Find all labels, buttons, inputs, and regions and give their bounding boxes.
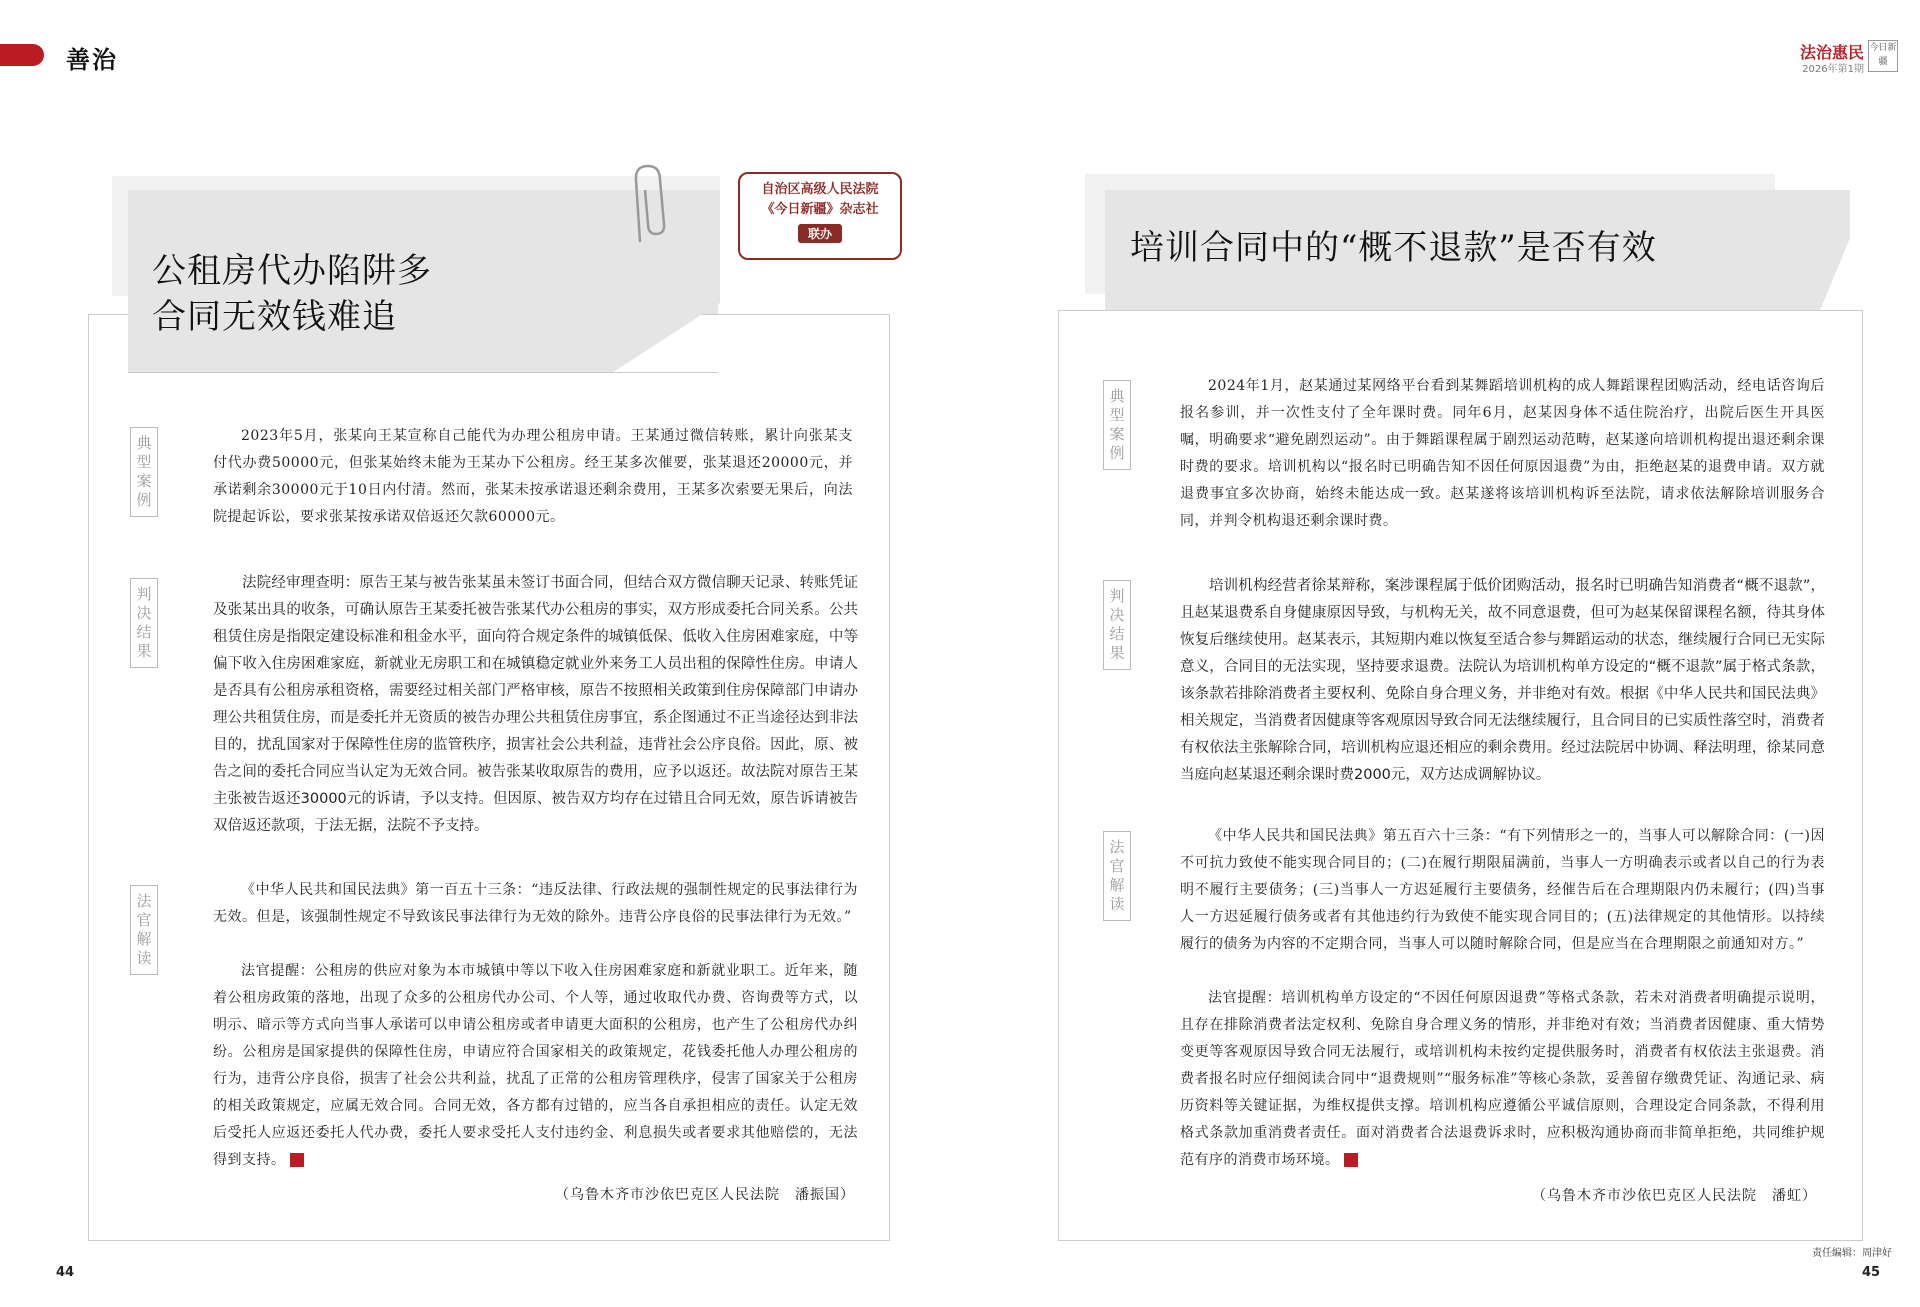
right-judge-advice-text (1180, 985, 1825, 1174)
label-char: 典 (1109, 387, 1125, 405)
label-char: 决 (1109, 606, 1125, 624)
label-char: 果 (1109, 644, 1125, 662)
right-signature: （乌鲁木齐市沙依巴克区人民法院 潘虹） (1532, 1188, 1817, 1204)
magazine-issue: 2026年第1期 (1802, 64, 1864, 75)
left-judge-advice: 法官提醒：公租房的供应对象为本市城镇中等以下收入住房困难家庭和新就业职工。近年来，随着公租房政策的落地，出现了众多的公租房代办公司、个人等，通过收取代办费、咨询费等方式，以明示、暗示等方式向当事人承诺可以申请公租房或者申请更大面积的公租房，也产生了公租房代办纠纷。公租房是国家提供的保障性住房，申请应符合国家相关的政策规定，花钱委托他人办理公租房的行为，违背公序良俗，损害了社会公共利益，扰乱了正常的公租房管理秩序，侵害了国家关于公租房的相关政策规定，应属无效合同。合同无效，各方都有过错的，应当各自承担相应的责任。认定无效后受托人应返还委托人代办费，委托人要求受托人支付违约金、利息损失或者要求其他赔偿的，无法得到支持。 (213, 963, 858, 1168)
section-tag-marker (0, 44, 44, 66)
label-char: 型 (1109, 406, 1125, 424)
left-judge-advice-text (213, 958, 858, 1174)
magazine-logo-text: 今日新疆 (1869, 43, 1897, 67)
label-char: 解 (1109, 876, 1125, 894)
label-char: 读 (136, 949, 152, 967)
left-judge-label (130, 885, 158, 975)
stamp-badge: 联办 (798, 224, 842, 243)
right-judge-advice: 法官提醒：培训机构单方设定的“不因任何原因退费”等格式条款，若未对消费者明确提示说明，且存在排除消费者法定权利、免除自身合理义务的情形，并非绝对有效；当消费者因健康、重大情势变更等客观原因导致合同无法履行，或培训机构未按约定提供服务时，消费者有权依法主张退费。消费者报名时应仔细阅读合同中“退费规则”“服务标准”等核心条款，妥善留存缴费凭证、沟通记录、病历资料等关键证据，为维权提供支撑。培训机构应遵循公平诚信原则，合理设定合同条款，不得利用格式条款加重消费者责任。面对消费者合法退费诉求时，应积极沟通协商而非简单拒绝，共同维护规范有序的消费市场环境。 (1180, 990, 1825, 1168)
left-case-label (130, 427, 158, 517)
left-judge-law-text: 《中华人民共和国民法典》第一百五十三条：“违反法律、行政法规的强制性规定的民事法律行为无效。但是，该强制性规定不导致该民事法律行为无效的除外。违背公序良俗的民事法律行为无效。” (213, 882, 858, 925)
right-judgment-text: 培训机构经营者徐某辩称，案涉课程属于低价团购活动，报名时已明确告知消费者“概不退款”，且赵某退费系自身健康原因导致，与机构无关，故不同意退费，但可为赵某保留课程名额，待其身体恢复后继续使用。赵某表示，其短期内难以恢复至适合参与舞蹈运动的状态，继续履行合同已无实际意义，合同目的无法实现，坚持要求退费。法院认为培训机构单方设定的“概不退款”属于格式条款，该条款若排除消费者主要权利、免除自身合理义务，并非绝对有效。根据《中华人民共和国民法典》相关规定，当消费者因健康等客观原因导致合同无法继续履行，且合同目的已实质性落空时，消费者有权依法主张解除合同，培训机构应退还相应的剩余费用。经过法院居中协调、释法明理，徐某同意当庭向赵某退还剩余课时费2000元，双方达成调解协议。 (1180, 578, 1825, 783)
left-case-text: 2023年5月，张某向王某宣称自己能代为办理公租房申请。王某通过微信转账，累计向张某支付代办费50000元，但张某始终未能为王某办下公租房。经王某多次催要，张某退还20000元，并承诺剩余30000元于10日内付清。然而，张某未按承诺退还剩余费用，王某多次索要无果后，向法院提起诉讼，要求张某按承诺双倍返还欠款60000元。 (213, 428, 853, 525)
label-char: 官 (1109, 857, 1125, 875)
end-mark-icon: J (290, 1153, 304, 1167)
label-char: 读 (1109, 895, 1125, 913)
label-char: 法 (136, 892, 152, 910)
left-page-number: 44 (56, 1265, 75, 1280)
right-judgment-label (1103, 580, 1131, 670)
label-char: 官 (136, 911, 152, 929)
right-case-label (1103, 380, 1131, 470)
right-judge-label (1103, 831, 1131, 921)
end-mark-icon: J (1344, 1153, 1358, 1167)
co-organizer-stamp (738, 172, 902, 260)
left-frame-divider (128, 372, 718, 373)
label-char: 结 (136, 623, 152, 641)
label-char: 结 (1109, 625, 1125, 643)
editor-credit: 责任编辑：周津好 (1812, 1248, 1892, 1259)
label-char: 例 (1109, 444, 1125, 462)
left-article-title (152, 248, 432, 340)
left-signature: （乌鲁木齐市沙依巴克区人民法院 潘振国） (555, 1187, 855, 1203)
right-judge-law-text: 《中华人民共和国民法典》第五百六十三条：“有下列情形之一的，当事人可以解除合同：(一)因不可抗力致使不能实现合同目的；(二)在履行期限届满前，当事人一方明确表示或者以自己的行为表明不履行主要债务；(三)当事人一方迟延履行主要债务，经催告后在合理期限内仍未履行；(四)当事人一方迟延履行债务或者有其他违约行为致使不能实现合同目的；(五)法律规定的其他情形。以持续履行的债务为内容的不定期合同，当事人可以随时解除合同，但是应当在合理期限之前通知对方。” (1180, 828, 1825, 952)
label-char: 例 (136, 491, 152, 509)
label-char: 判 (1109, 587, 1125, 605)
magazine-logo (1868, 40, 1898, 72)
right-page-number: 45 (1862, 1265, 1881, 1280)
right-article-title: 培训合同中的“概不退款”是否有效 (1130, 228, 1657, 268)
left-title-line1: 公租房代办陷阱多 (152, 251, 432, 291)
label-char: 果 (136, 642, 152, 660)
paperclip-icon (628, 162, 672, 246)
label-char: 型 (136, 453, 152, 471)
right-case-text: 2024年1月，赵某通过某网络平台看到某舞蹈培训机构的成人舞蹈课程团购活动，经电话咨询后报名参训，并一次性支付了全年课时费。同年6月，赵某因身体不适住院治疗，出院后医生开具医嘱，明确要求“避免剧烈运动”。由于舞蹈课程属于剧烈运动范畴，赵某遂向培训机构提出退还剩余课时费的要求。培训机构以“报名时已明确告知不因任何原因退费”为由，拒绝赵某的退费申请。双方就退费事宜多次协商，始终未能达成一致。赵某遂将该培训机构诉至法院，请求依法解除培训服务合同，并判令机构退还剩余课时费。 (1180, 378, 1825, 529)
label-char: 决 (136, 604, 152, 622)
stamp-line1: 自治区高级人民法院 (761, 182, 879, 197)
left-judgment-label (130, 578, 158, 668)
stamp-line2: 《今日新疆》杂志社 (761, 202, 879, 217)
label-char: 法 (1109, 838, 1125, 856)
left-judgment-text: 法院经审理查明：原告王某与被告张某虽未签订书面合同，但结合双方微信聊天记录、转账凭证及张某出具的收条，可确认原告王某委托被告张某代办公租房的事实，双方形成委托合同关系。公共租赁住房是指限定建设标准和租金水平，面向符合规定条件的城镇低保、低收入住房困难家庭，中等偏下收入住房困难家庭，新就业无房职工和在城镇稳定就业外来务工人员出租的保障性住房。申请人是否具有公租房承租资格，需要经过相关部门严格审核，原告不按照相关政策到住房保障部门申请办理公共租赁住房，而是委托并无资质的被告办理公共租赁住房事宜，系企图通过不正当途径达到非法目的，扰乱国家对于保障性住房的监管秩序，损害社会公共利益，违背社会公序良俗。因此，原、被告之间的委托合同应当认定为无效合同。被告张某收取原告的费用，应予以返还。故法院对原告王某主张被告返还30000元的诉请，予以支持。但因原、被告双方均存在过错且合同无效，原告诉请被告双倍返还款项，于法无据，法院不予支持。 (213, 575, 858, 834)
label-char: 案 (1109, 425, 1125, 443)
section-title: 善治 (66, 45, 118, 74)
label-char: 判 (136, 585, 152, 603)
label-char: 案 (136, 472, 152, 490)
left-title-line2: 合同无效钱难追 (152, 297, 397, 337)
label-char: 典 (136, 434, 152, 452)
magazine-name: 法治惠民 (1799, 43, 1864, 62)
label-char: 解 (136, 930, 152, 948)
